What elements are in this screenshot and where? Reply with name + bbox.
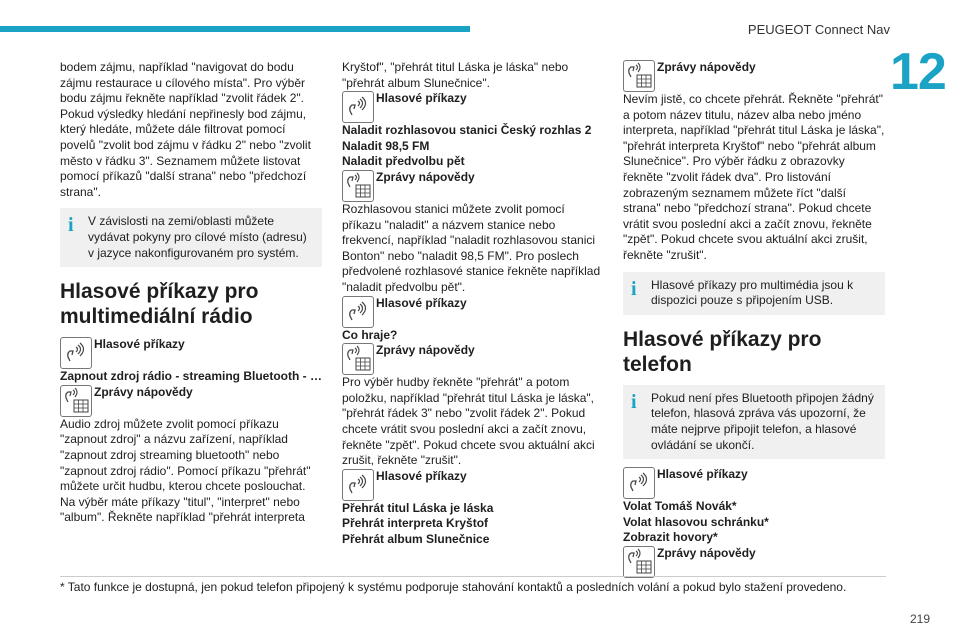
voice-help-icon	[623, 546, 655, 578]
voice-command-text: Naladit 98,5 FM	[342, 138, 430, 153]
info-icon: i	[631, 390, 637, 413]
info-icon: i	[68, 214, 74, 237]
help-messages-label: Zprávy nápovědy	[657, 545, 756, 560]
voice-help-icon	[342, 170, 374, 202]
section-heading: Hlasové příkazy pro telefon	[623, 327, 822, 376]
help-messages-label: Zprávy nápovědy	[657, 60, 756, 74]
help-messages-label: Zprávy nápovědy	[376, 343, 475, 358]
voice-help-icon	[623, 60, 655, 92]
voice-command-icon	[623, 467, 655, 499]
voice-command-text: Přehrát interpreta Kryštof	[342, 516, 489, 531]
voice-commands-label-row	[342, 296, 604, 328]
voice-command-text: Volat Tomáš Novák*	[623, 499, 737, 514]
column-2	[342, 60, 604, 547]
info-icon: i	[631, 277, 637, 300]
help-messages-label-row	[623, 546, 885, 578]
header-title: PEUGEOT Connect Nav	[747, 22, 890, 37]
voice-command-text: Co hraje?	[342, 327, 398, 342]
voice-command-text: Zapnout zdroj rádio - streaming Bluetooth - …	[60, 369, 322, 384]
voice-commands-label: Hlasové příkazy	[94, 337, 185, 352]
voice-help-icon	[342, 343, 374, 375]
help-messages-label: Zprávy nápovědy	[94, 384, 193, 399]
voice-command-text: Přehrát album Slunečnice	[342, 531, 490, 546]
voice-help-icon	[60, 385, 92, 417]
help-messages-label-row	[60, 385, 322, 417]
help-text: Nevím jistě, co chcete přehrát. Řekněte "přehrát" a potom název titulu, název alba nebo jméno interpreta, například "přehrát titul Láska je láska", "přehrát interpreta Kryštof" nebo "přehrát album Slunečnice". Pro výběr řádku z obrazovky řekněte "zvolit řádek dva". Pro listování zobrazeným seznamem můžete říct "další strana" nebo "předchozí strana". Pokud chcete vrátit svou poslední akci a začít znovu, řekněte "zpět". Pokud chcete svou aktuální akci zrušit, řekněte "zrušit".	[623, 92, 885, 262]
voice-command-text: Naladit rozhlasovou stanici Český rozhlas 2	[342, 123, 592, 138]
help-text: Audio zdroj můžete zvolit pomocí příkazu "zapnout zdroj" a názvu zařízení, například "zapnout zdroj streaming bluetooth" nebo "zapnout zdroj rádio". Pomocí příkazu "přehrát" můžete určit hudbu, kterou chcete poslouchat. Na výběr máte příkazy "titul", "interpret" nebo "album". Řekněte například "přehrát interpreta	[60, 416, 311, 525]
column-1	[60, 60, 322, 526]
voice-commands-label: Hlasové příkazy	[376, 91, 467, 106]
voice-command-icon	[60, 337, 92, 369]
help-text: Pro výběr hudby řekněte "přehrát" a potom položku, například "přehrát titul Láska je láska", "přehrát řádek 3" nebo "zvolit řádek 2". Pokud chcete vrátit svou poslední akci a začít znovu, řekněte "zpět". Pokud chcete svou aktuální akci zrušit, řekněte "zrušit".	[342, 375, 595, 468]
footnote: * Tato funkce je dostupná, jen pokud telefon připojený k systému podporuje stahování kontaktů a posledních volání a pokud bylo stažení provedeno.	[60, 580, 847, 594]
page-number: 219	[909, 612, 930, 626]
footnote-divider	[60, 576, 886, 577]
info-box	[623, 272, 885, 315]
voice-command-icon	[342, 469, 374, 501]
help-messages-label-row	[623, 60, 885, 92]
info-box	[60, 208, 322, 267]
column-3	[623, 60, 885, 578]
info-text: Hlasové příkazy pro multimédia jsou k dispozici pouze s připojením USB.	[651, 277, 854, 308]
help-text: Rozhlasovou stanici můžete zvolit pomocí příkazu "naladit" a názvem stanice nebo frekvencí, například "naladit rozhlasovou stanici Bonton" nebo "naladit 98,5 FM". Pro poslech předvolené rozhlasové stanice řekněte například "naladit předvolbu pět".	[342, 201, 601, 294]
paragraph: Kryštof", "přehrát titul Láska je láska" nebo "přehrát album Slunečnice".	[342, 60, 569, 90]
voice-commands-label-row	[342, 91, 604, 123]
voice-command-text: Přehrát titul Láska je láska	[342, 500, 494, 515]
help-messages-label-row	[342, 343, 604, 375]
info-text: V závislosti na zemi/oblasti můžete vydávat pokyny pro cílové místo (adresu) v jazyce nakonfigurovaném pro systém.	[88, 214, 307, 260]
voice-commands-label-row	[623, 467, 885, 499]
voice-commands-label: Hlasové příkazy	[376, 295, 467, 310]
help-messages-label-row	[342, 170, 604, 202]
chapter-number: 12	[890, 43, 946, 101]
info-text: Pokud není přes Bluetooth připojen žádný telefon, hlasová zpráva vás upozorní, že máte nejprve připojit telefon, a hlasové ovládání se ukončí.	[651, 390, 874, 452]
voice-command-text: Volat hlasovou schránku*	[623, 514, 769, 529]
help-messages-label: Zprávy nápovědy	[376, 169, 475, 184]
voice-command-icon	[342, 91, 374, 123]
voice-command-icon	[342, 296, 374, 328]
voice-commands-label-row	[60, 337, 322, 369]
voice-commands-label-row	[342, 469, 604, 501]
voice-commands-label: Hlasové příkazy	[376, 468, 467, 483]
info-box	[623, 385, 885, 459]
header-accent-bar	[0, 26, 470, 32]
voice-commands-label: Hlasové příkazy	[657, 467, 748, 482]
section-heading: Hlasové příkazy pro multimediální rádio	[60, 280, 259, 329]
voice-command-text: Naladit předvolbu pět	[342, 154, 465, 169]
paragraph: bodem zájmu, například "navigovat do bodu zájmu restaurace u cílového místa". Pro výběr bodu zájmu řekněte například "zvolit řádek 2". Pokud výsledky hledání nepřinesly bod zájmu, který hledáte, můžete dále filtrovat pomocí povelů "zvolit bod zájmu v řádku 2" nebo "zvolit město v řádku 3". Seznamem můžete listovat pomocí příkazů "další strana" nebo "předchozí strana".	[60, 60, 311, 199]
voice-command-text: Zobrazit hovory*	[623, 530, 718, 545]
